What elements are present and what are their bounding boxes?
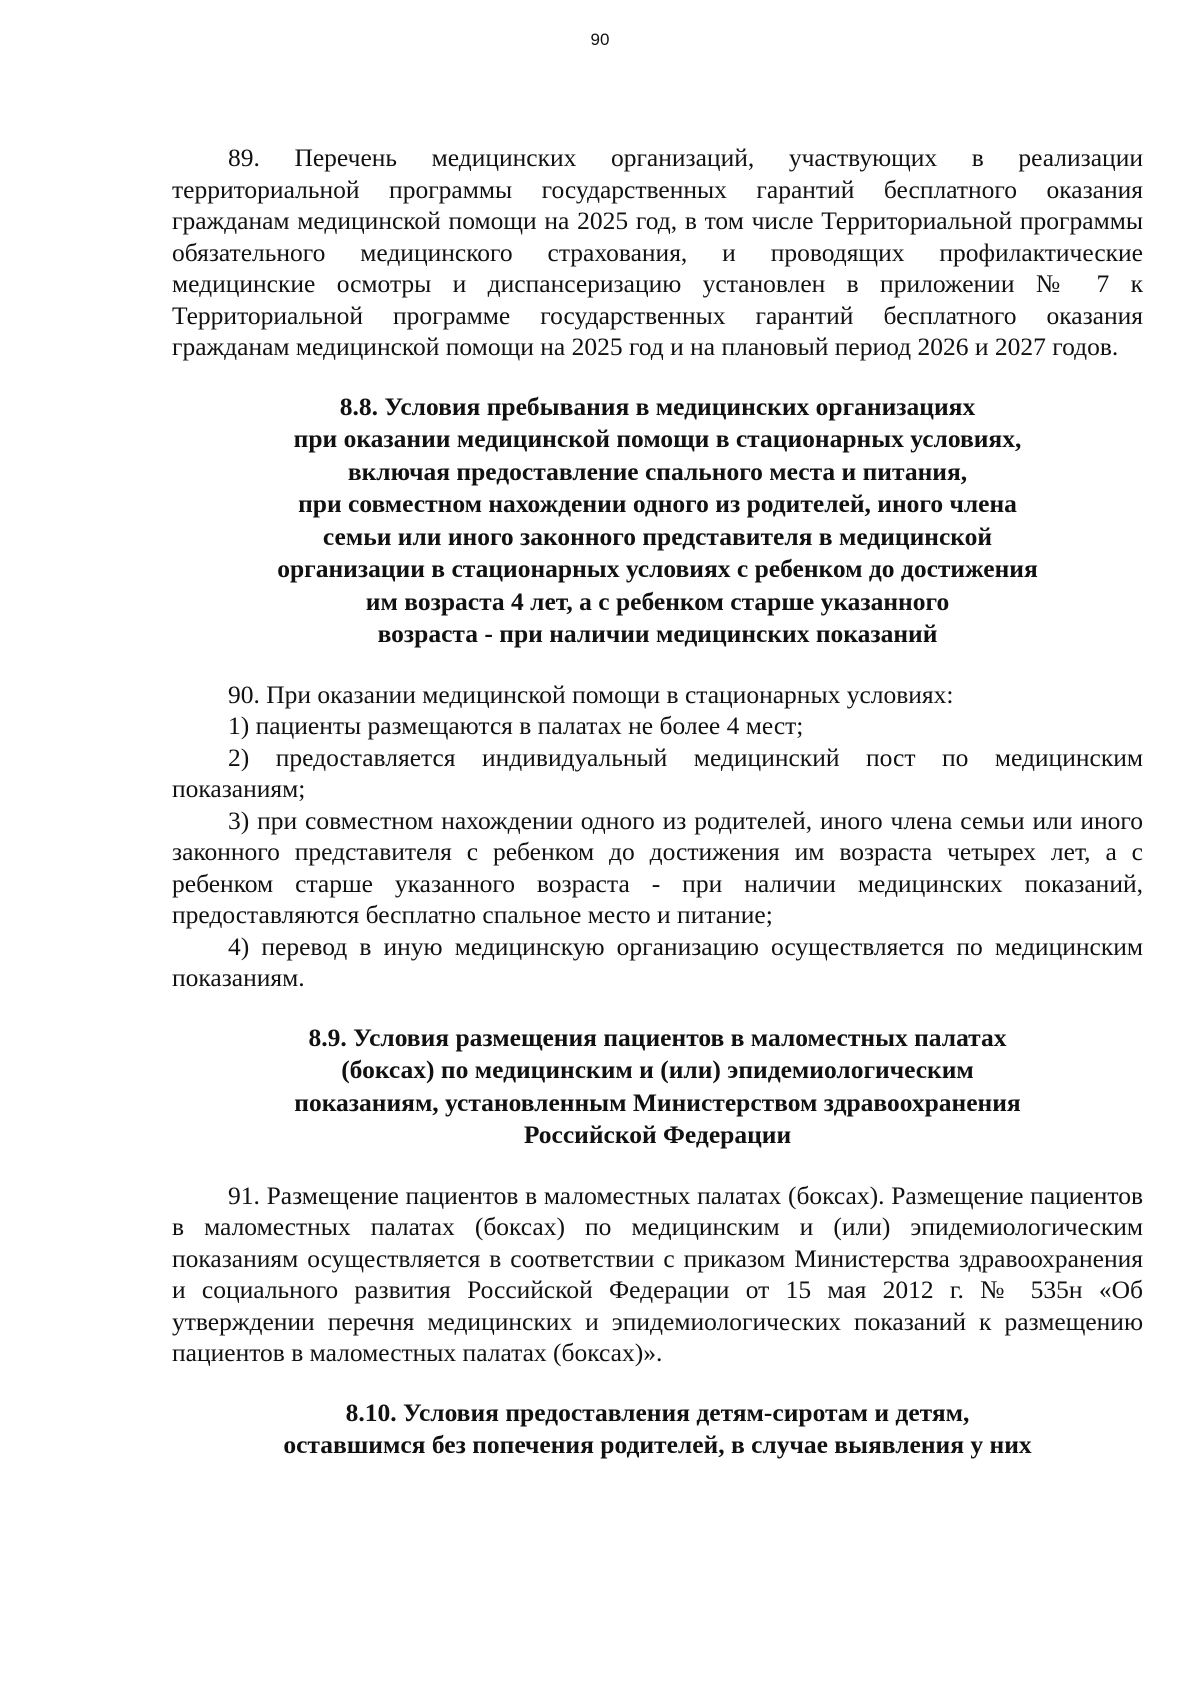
section-heading-8-9 [258,1022,1058,1152]
heading-line: (боксах) по медицинским и (или) эпидемиологическим [341,1055,974,1084]
page-number: 90 [590,30,610,49]
heading-line: 8.10. Условия предоставления детям-сиротам и детям, [345,1397,970,1427]
paragraph-90-intro: 90. При оказании медицинской помощи в стационарных условиях: [228,679,954,709]
heading-line: возраста - при наличии медицинских показаний [377,619,938,648]
document-body [172,142,1143,1462]
list-item-2: 2) предоставляется индивидуальный медицинский пост по медицинским показаниям; [172,742,1143,803]
heading-line: оставшимся без попечения родителей, в случае выявления у них [283,1430,1032,1459]
heading-line: Российской Федерации [523,1120,792,1149]
heading-line: показаниям, установленным Министерством здравоохранения [294,1087,1021,1117]
heading-line: при оказании медицинской помощи в стационарных условиях, [293,424,1022,453]
section-heading-8-8 [258,391,1058,651]
heading-line: организации в стационарных условиях с ребенком до достижения [277,554,1038,583]
heading-line: 8.8. Условия пребывания в медицинских организациях [339,391,976,421]
heading-line: включая предоставление спального места и питания, [347,456,968,486]
list-item-4: 4) перевод в иную медицинскую организацию осуществляется по медицинским показаниям. [172,931,1143,992]
heading-line: при совместном нахождении одного из родителей, иного члена [298,489,1017,518]
section-heading-8-10 [248,1397,1068,1462]
paragraph-89: 89. Перечень медицинских организаций, участвующих в реализации территориальной программы государственных гарантий бесплатного оказания гражданам медицинской помощи на 2025 год, в том числе Территориальной программы обязательного медицинского страхования, и проводящих профилактические медицинские осмотры и диспансеризацию установлен в приложении № 7 к Территориальной программе государственных гарантий бесплатного оказания гражданам медицинской помощи на 2025 год и на плановый период 2026 и 2027 годов. [172,143,1143,361]
heading-line: семьи или иного законного представителя в медицинской [322,521,993,551]
paragraph-91: 91. Размещение пациентов в маломестных палатах (боксах). Размещение пациентов в маломестных палатах (боксах) по медицинским и (или) эпидемиологическим показаниям осуществляется в соответствии с приказом Министерства здравоохранения и социального развития Российской Федерации от 15 мая 2012 г. № 535н «Об утверждении перечня медицинских и эпидемиологических показаний к размещению пациентов в маломестных палатах (боксах)». [172,1180,1143,1367]
heading-line: им возраста 4 лет, а с ребенком старше указанного [365,586,950,616]
paragraph-90 [172,679,1143,994]
heading-line: 8.9. Условия размещения пациентов в маломестных палатах [308,1022,1007,1052]
list-item-1: 1) пациенты размещаются в палатах не более 4 мест; [228,711,804,740]
list-item-3: 3) при совместном нахождении одного из родителей, иного члена семьи или иного законного представителя с ребенком до достижения им возраста четырех лет, а с ребенком старше указанного возраста - при наличии медицинских показаний, предоставляются бесплатно спальное место и питание; [172,805,1143,929]
